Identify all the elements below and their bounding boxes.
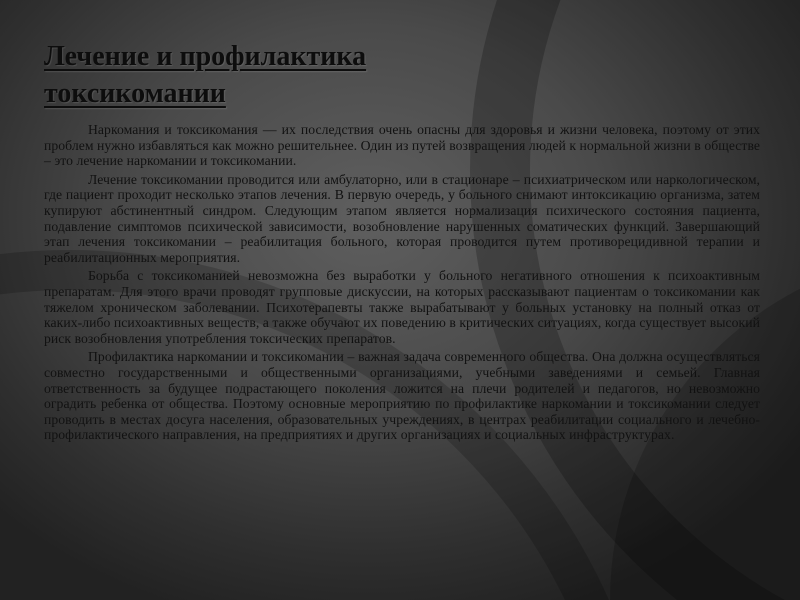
paragraph-prevention: Профилактика наркомании и токсикомании – важная задача современного общества. Она должна осуществляться совместно государственными и общественными организациями, учебными заведениями и семьей. Главная ответственность за будущее подрастающего поколения ложится на плечи родителей и педагогов, но невозможно оградить ребенка от общества. Поэтому основные мероприятию по профилактике наркомании и токсикомании следует проводить в местах досуга населения, образовательных учреждениях, в центрах реабилитации социального и лечебно-профилактического направления, на предприятиях и других организациях и социальных инфраструктурах.: [44, 349, 760, 443]
slide-body-text: [44, 122, 760, 446]
paragraph-treatment-stages: Лечение токсикомании проводится или амбулаторно, или в стационаре – психиатрическом или наркологическом, где пациент проходит несколько этапов лечения. В первую очередь, у больного снимают интоксикацию организма, затем купируют абстинентный синдром. Следующим этапом является нормализация психического состояния пациента, подавление симптомов психической зависимости, возобновление нарушенных соматических функций. Завершающий этап лечения токсикомании – реабилитация больного, которая проводится путем противорецидивной терапии и реабилитационных мероприятия.: [44, 171, 760, 265]
paragraph-treatment-intro: Наркомания и токсикомания — их последствия очень опасны для здоровья и жизни человека, поэтому от этих проблем нужно избавляться как можно решительнее. Один из путей возвращения людей к нормальной жизни в обществе – это лечение наркомании и токсикомании.: [44, 122, 760, 169]
slide-title-line-1: Лечение и профилактика: [44, 41, 367, 72]
paragraph-psychotherapy: Борьба с токсикоманией невозможна без выработки у больного негативного отношения к психоактивным препаратам. Для этого врачи проводят групповые дискуссии, на которых рассказывают пациентам о токсикомании как тяжелом хроническом заболевании. Психотерапевты также вырабатывают у больных установку на полный отказ от каких-либо психоактивных веществ, а также обучают их поведению в критических ситуациях, когда существует высокий риск возобновления употребления токсических препаратов.: [44, 268, 760, 346]
slide-title: [44, 38, 604, 112]
slide-title-line-2: токсикомании: [44, 78, 226, 109]
